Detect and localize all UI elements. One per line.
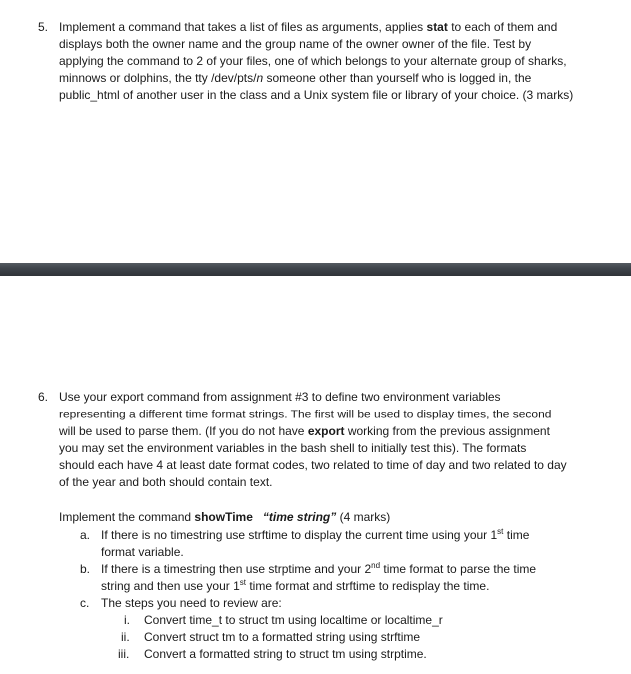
implement-command-line [59,509,390,526]
sub-c-line: The steps you need to review are: [101,596,282,610]
impl-prefix: Implement the command [59,510,195,524]
q6-line-6: of the year and both should contain text. [59,475,273,489]
sub-a-label: a. [80,528,91,542]
roman-ii-text: Convert struct tm to a formatted string using strftime [144,630,421,644]
roman-i-label: i. [124,613,130,627]
q6-line-2: representing a different time format strings. The first will be used to display times, the second [59,408,552,420]
impl-command-name: showTime [194,510,253,524]
page-divider [0,263,631,276]
q6-export-keyword: export [307,424,345,438]
roman-iii-label: iii. [118,647,130,661]
q5-n-italic: n [256,71,264,85]
sub-a-line-1: If there is no timestring use strftime to display the current time using your 1st time [101,527,530,542]
roman-ii-label: ii. [121,630,130,644]
q6-line-5: should each have 4 at least date format codes, two related to time of day and two related to day [59,458,567,472]
question-5-number: 5. [38,20,49,34]
q5-end: someone other than yourself who is logged in, the public_html of another user in the class and a Unix system file or library of your choice. (3 marks) [59,71,574,102]
q6-line-3b: working from the previous assignment [344,424,550,438]
q5-intro: Implement a command that takes a list of files as arguments, applies [59,20,427,34]
sub-b-label: b. [80,562,91,576]
roman-iii-text: Convert a formatted string to struct tm using strptime. [144,647,427,661]
q5-stat-keyword: stat [426,20,448,34]
question-5-text [59,19,574,104]
sub-c-label: c. [80,596,90,610]
question-6-text [59,389,574,491]
sub-b-line-2: string and then use your 1st time format and strftime to redisplay the time. [101,578,490,593]
sub-b-superscript-2: st [239,578,246,587]
sub-b-line-1: If there is a timestring then use strptime and your 2nd time format to parse the time [101,561,537,576]
sub-a-superscript: st [497,527,504,536]
question-6-number: 6. [38,390,49,404]
q6-line-1: Use your export command from assignment #3 to define two environment variables [59,390,501,404]
impl-argument: “time string” [262,510,337,524]
q5-rest: to each of them and displays both the owner name and the group name of the owner owner of the file. Test by applying the command to 2 of your files, one of which belongs to your alternate group of sharks, minnows or dolphins, the tty /dev/pts/ [59,20,567,85]
q6-line-4: you may set the environment variables in the bash shell to initially test this). The formats [59,441,527,455]
impl-marks: (4 marks) [336,510,391,524]
roman-i-text: Convert time_t to struct tm using localtime or localtime_r [144,613,443,627]
sub-b-superscript-1: nd [371,561,381,570]
sub-a-line-2: format variable. [101,545,184,559]
q6-line-3: will be used to parse them. (If you do not have [59,424,308,438]
